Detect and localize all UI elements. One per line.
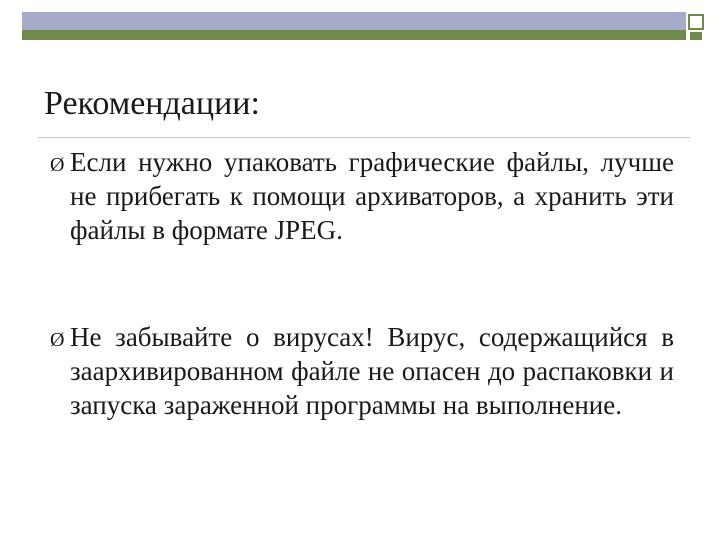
header-bar-bottom xyxy=(22,30,686,40)
title-divider xyxy=(38,137,690,138)
arrow-bullet-icon: Ø xyxy=(50,154,65,176)
bullet-text: Не забывайте о вирусах! Вирус, содержащийся в заархивированном файле не опасен до распаковки и запуска зараженной программы на выполнение. xyxy=(70,322,674,420)
slide-title: Рекомендации: xyxy=(44,85,260,122)
arrow-bullet-icon: Ø xyxy=(50,329,65,351)
header-bar-top xyxy=(22,12,686,30)
bullet-text: Если нужно упаковать графические файлы, лучше не прибегать к помощи архиваторов, а хранить эти файлы в формате JPEG. xyxy=(70,147,674,245)
corner-square-icon xyxy=(688,14,704,30)
corner-accent xyxy=(690,32,702,40)
